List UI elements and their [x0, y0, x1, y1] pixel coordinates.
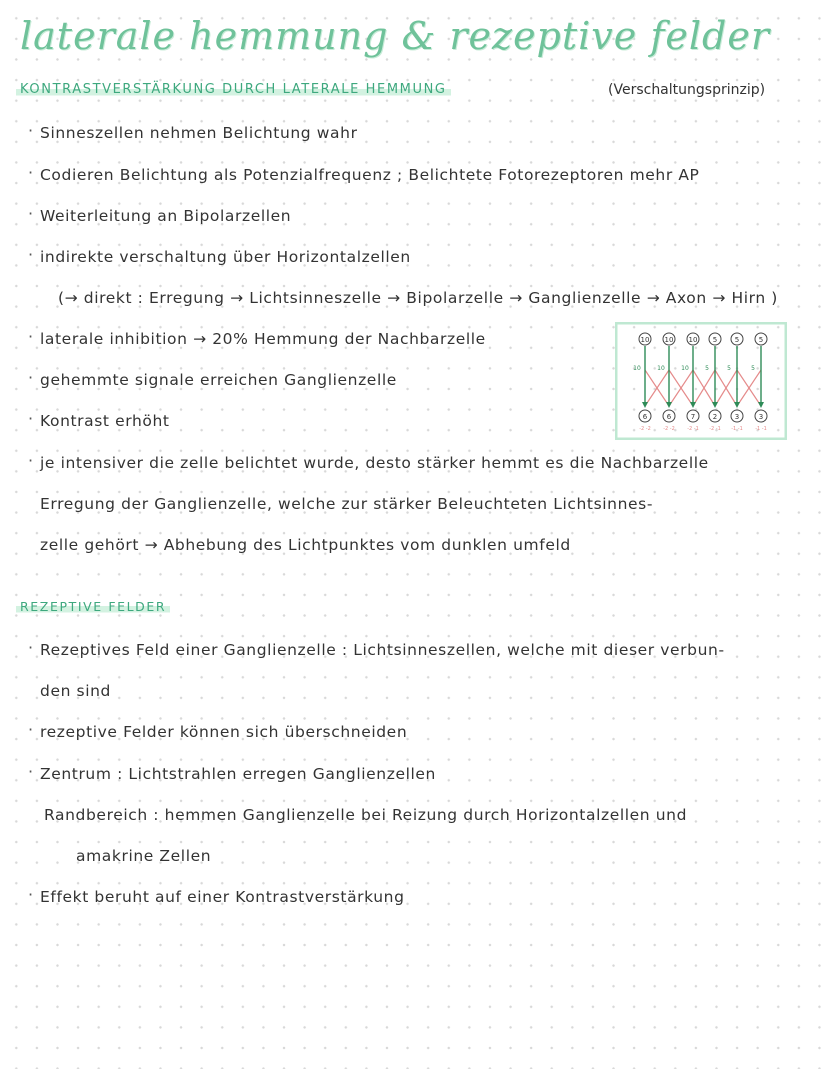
top-cell-value: 10	[688, 336, 698, 344]
bullet: ·	[28, 409, 34, 428]
top-cell-value: 5	[758, 336, 764, 344]
top-cell-value: 10	[664, 336, 674, 344]
top-cell-value: 10	[640, 336, 650, 344]
side-value: 5	[751, 365, 755, 372]
list-item: Erregung der Ganglienzelle, welche zur stärker Beleuchteten Lichtsinnes-	[40, 495, 654, 513]
bottom-cell-value: 3	[734, 413, 740, 421]
list-item: rezeptive Felder können sich überschneiden	[40, 723, 408, 741]
list-item: Codieren Belichtung als Potenzialfrequenz ; Belichtete Fotorezeptoren mehr AP	[40, 166, 700, 184]
list-item: laterale inhibition → 20% Hemmung der Nachbarzelle	[40, 330, 486, 348]
side-value: 10	[657, 365, 665, 372]
bullet: ·	[28, 451, 34, 470]
bullet: ·	[28, 204, 34, 223]
list-item: Zentrum : Lichtstrahlen erregen Ganglienzellen	[40, 765, 436, 783]
list-item: Kontrast erhöht	[40, 412, 170, 430]
bullet: ·	[28, 720, 34, 739]
lateral-inhibition-diagram	[615, 322, 787, 440]
bullet: ·	[28, 245, 34, 264]
list-item: gehemmte signale erreichen Ganglienzelle	[40, 371, 397, 389]
list-item: indirekte verschaltung über Horizontalzellen	[40, 248, 411, 266]
inhibition-label: -2 -1	[687, 426, 699, 432]
bullet: ·	[28, 368, 34, 387]
bullet: ·	[28, 163, 34, 182]
bullet: ·	[28, 121, 34, 140]
section-note: (Verschaltungsprinzip)	[608, 82, 766, 98]
list-item: Rezeptives Feld einer Ganglienzelle : Lichtsinneszellen, welche mit dieser verbun-	[40, 641, 725, 659]
inhibition-label: -1 -1	[731, 426, 743, 432]
arrow-head	[758, 402, 764, 408]
list-item: Sinneszellen nehmen Belichtung wahr	[40, 124, 358, 142]
arrow-head	[666, 402, 672, 408]
list-item: (→ direkt : Erregung → Lichtsinneszelle → Bipolarzelle → Ganglienzelle → Axon → Hirn )	[58, 289, 778, 307]
bullet: ·	[28, 762, 34, 781]
top-cell-value: 5	[712, 336, 718, 344]
bullet: ·	[28, 327, 34, 346]
list-item: amakrine Zellen	[76, 847, 212, 865]
bottom-cell-value: 3	[758, 413, 764, 421]
bottom-cell-value: 6	[666, 413, 672, 421]
page-title: laterale hemmung & rezeptive felder	[20, 14, 771, 58]
arrow-head	[642, 402, 648, 408]
inhibition-label: -2 -2	[639, 426, 651, 432]
inhibition-label: -2 -2	[663, 426, 675, 432]
list-item: Effekt beruht auf einer Kontrastverstärkung	[40, 888, 405, 906]
bullet: ·	[28, 885, 34, 904]
side-value: 5	[705, 365, 709, 372]
bottom-cell-value: 6	[642, 413, 648, 421]
arrow-head	[690, 402, 696, 408]
list-item: Randbereich : hemmen Ganglienzelle bei Reizung durch Horizontalzellen und	[44, 806, 688, 824]
list-item: zelle gehört → Abhebung des Lichtpunktes vom dunklen umfeld	[40, 536, 571, 554]
inhibition-label: -2 -1	[709, 426, 721, 432]
bottom-cell-value: 2	[712, 413, 718, 421]
top-cell-value: 5	[734, 336, 740, 344]
side-value: 10	[681, 365, 689, 372]
bullet: ·	[28, 638, 34, 657]
section-heading-receptive-fields: REZEPTIVE FELDER	[16, 599, 170, 614]
arrow-head	[734, 402, 740, 408]
side-value: 5	[727, 365, 731, 372]
list-item: Weiterleitung an Bipolarzellen	[40, 207, 292, 225]
list-item: je intensiver die zelle belichtet wurde, desto stärker hemmt es die Nachbarzelle	[40, 454, 709, 472]
arrow-head	[712, 402, 718, 408]
list-item: den sind	[40, 682, 111, 700]
bottom-cell-value: 7	[690, 413, 696, 421]
side-value: 10	[633, 365, 641, 372]
section-heading-lateral-inhibition: KONTRASTVERSTÄRKUNG DURCH LATERALE HEMMUNG	[16, 82, 451, 97]
inhibition-label: -1 -1	[755, 426, 767, 432]
